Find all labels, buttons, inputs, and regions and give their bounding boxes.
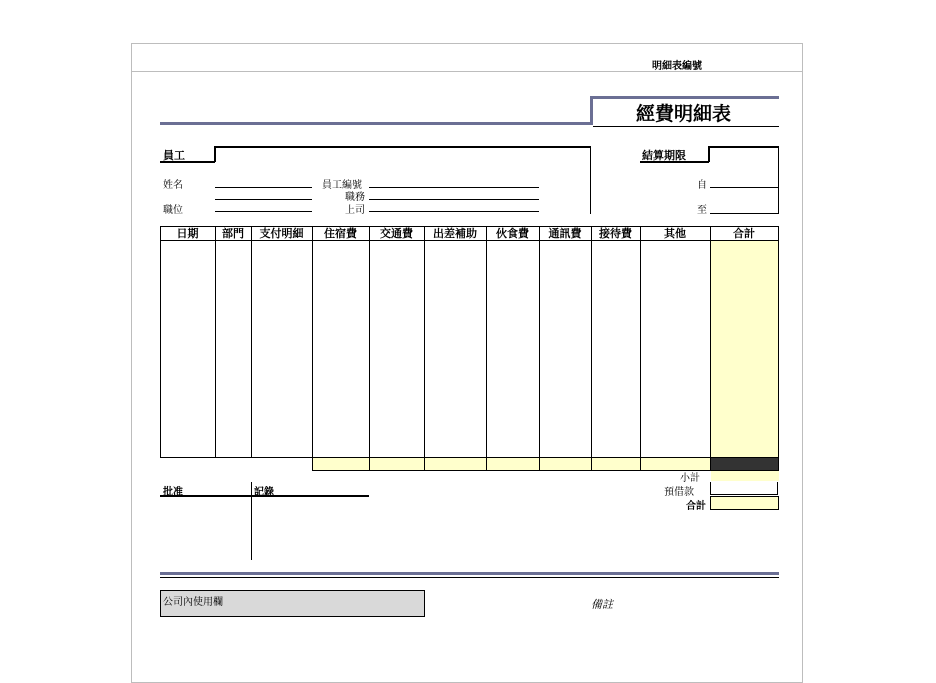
to-label: 至	[697, 205, 707, 216]
advance-label: 預借款	[664, 487, 694, 498]
name-label: 姓名	[163, 180, 183, 191]
subtotal-row-fill	[313, 458, 711, 470]
duty-field[interactable]	[369, 199, 539, 200]
record-underline	[251, 495, 369, 497]
employee-id-field[interactable]	[369, 187, 539, 188]
position-field[interactable]	[215, 211, 312, 212]
name-field-2[interactable]	[215, 199, 312, 200]
column-header-communication: 通訊費	[548, 227, 582, 240]
column-header-other: 其他	[664, 227, 686, 240]
name-field[interactable]	[215, 187, 312, 188]
form-number-label: 明細表編號	[652, 61, 702, 72]
total-column-fill	[711, 241, 779, 457]
page-title: 經費明細表	[636, 103, 732, 125]
col-divider	[778, 226, 779, 471]
column-header-travel-allowance: 出差補助	[433, 227, 477, 240]
footer-divider	[160, 577, 779, 578]
supervisor-label: 上司	[345, 205, 365, 216]
total-value-cell[interactable]	[710, 496, 779, 510]
col-divider	[369, 226, 370, 471]
internal-use-label: 公司內使用欄	[163, 597, 223, 608]
advance-value-cell[interactable]	[710, 482, 778, 495]
column-header-entertainment: 接待費	[599, 227, 632, 240]
employee-section-label: 員工	[163, 149, 185, 162]
title-left-bar	[590, 96, 593, 125]
subtotal-label: 小計	[680, 473, 700, 484]
column-header-transport: 交通費	[380, 227, 413, 240]
remarks-label: 備註	[591, 598, 613, 611]
from-date-field[interactable]	[710, 187, 779, 188]
column-header-meals: 伙食費	[496, 227, 529, 240]
period-box-left	[708, 146, 710, 162]
col-divider	[251, 226, 252, 458]
total-label: 合計	[686, 501, 706, 512]
col-divider	[160, 226, 161, 458]
employee-box-right	[590, 146, 591, 214]
record-label: 記錄	[254, 487, 274, 498]
col-divider	[215, 226, 216, 458]
col-divider	[312, 226, 313, 471]
employee-box-left	[214, 146, 216, 162]
col-divider	[640, 226, 641, 471]
col-divider	[486, 226, 487, 471]
approval-divider	[251, 482, 252, 560]
supervisor-field[interactable]	[369, 211, 539, 212]
col-divider	[591, 226, 592, 471]
from-label: 自	[697, 180, 707, 191]
column-header-date: 日期	[176, 227, 199, 240]
position-label: 職位	[163, 205, 183, 216]
col-divider	[539, 226, 540, 471]
title-underline-left	[160, 122, 593, 125]
column-header-payment-detail: 支付明細	[259, 227, 304, 240]
footer-accent-line	[160, 572, 779, 575]
duty-label: 職務	[345, 192, 365, 203]
period-box-top	[708, 146, 779, 148]
col-divider	[424, 226, 425, 471]
page-frame	[131, 43, 803, 683]
col-divider	[710, 226, 711, 471]
column-header-total: 合計	[733, 227, 755, 240]
subtotal-value-cell[interactable]	[711, 471, 779, 481]
period-box-right	[778, 146, 779, 214]
title-underline-right	[593, 126, 779, 127]
column-header-department: 部門	[222, 227, 244, 240]
employee-id-label: 員工編號	[322, 180, 362, 191]
employee-box-top	[214, 146, 591, 148]
internal-use-box[interactable]	[160, 590, 425, 617]
table-body-bottom	[160, 457, 779, 458]
to-date-field[interactable]	[710, 213, 779, 214]
period-label-underline	[640, 161, 709, 163]
approve-underline	[160, 495, 251, 497]
employee-label-underline	[160, 161, 215, 163]
column-header-lodging: 住宿費	[324, 227, 357, 240]
grand-subtotal-dark-cell	[711, 458, 779, 470]
period-label: 結算期限	[642, 149, 686, 162]
approve-label: 批准	[163, 487, 183, 498]
